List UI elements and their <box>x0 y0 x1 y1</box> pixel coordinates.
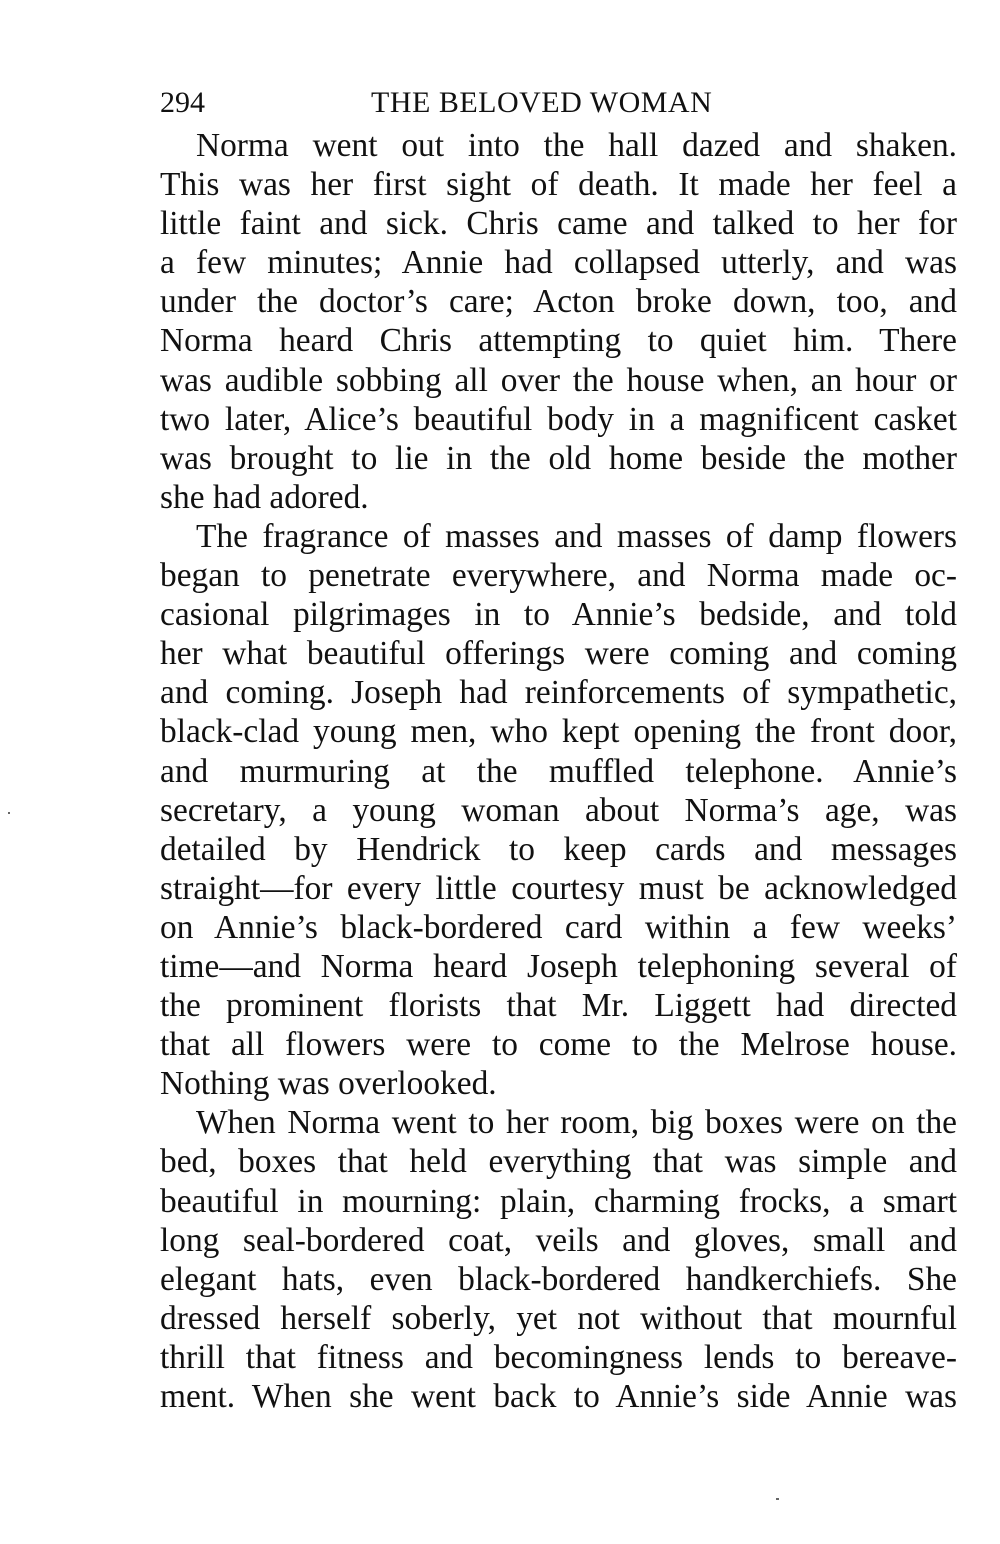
text-line: her what beautiful offerings were coming and coming <box>160 635 957 673</box>
text-line: under the doctor’s care; Acton broke down, too, and <box>160 283 957 321</box>
text-line: on Annie’s black-bordered card within a few weeks’ <box>160 908 957 946</box>
text-line: thrill that fitness and becomingness lends to bereave- <box>160 1338 957 1376</box>
text-line: straight—for every little courtesy must be acknowledged <box>160 869 957 907</box>
text-line: a few minutes; Annie had collapsed utterly, and was <box>160 244 957 282</box>
text-line: secretary, a young woman about Norma’s age, was <box>160 791 957 829</box>
text-line: was audible sobbing all over the house when, an hour or <box>160 361 957 399</box>
text-line: Norma went out into the hall dazed and shaken. <box>196 127 957 164</box>
text-line: black-clad young men, who kept opening the front door, <box>160 713 957 751</box>
scan-speck <box>776 1498 779 1500</box>
text-line: dressed herself soberly, yet not without that mournful <box>160 1299 957 1337</box>
text-line: beautiful in mourning: plain, charming frocks, a smart <box>160 1182 957 1220</box>
text-line: she had adored. <box>160 478 369 516</box>
paragraph-1 <box>160 126 957 517</box>
text-line: and murmuring at the muffled telephone. Annie’s <box>160 752 957 790</box>
text-line: bed, boxes that held everything that was simple and <box>160 1143 957 1181</box>
text-line: Norma heard Chris attempting to quiet him. There <box>160 322 957 360</box>
text-line: detailed by Hendrick to keep cards and messages <box>160 830 957 868</box>
scan-speck <box>8 812 10 814</box>
text-line: Nothing was overlooked. <box>160 1065 497 1103</box>
text-line: little faint and sick. Chris came and talked to her for <box>160 205 957 243</box>
page-number: 294 <box>160 86 205 119</box>
paragraph-3 <box>160 1103 957 1416</box>
text-line: This was her first sight of death. It made her feel a <box>160 166 957 204</box>
text-line: two later, Alice’s beautiful body in a magnificent casket <box>160 400 957 438</box>
text-line: was brought to lie in the old home beside the mother <box>160 439 957 477</box>
book-page <box>160 80 957 1416</box>
text-line: that all flowers were to come to the Melrose house. <box>160 1026 957 1064</box>
text-line: ment. When she went back to Annie’s side Annie was <box>160 1378 957 1415</box>
text-line: long seal-bordered coat, veils and gloves, small and <box>160 1221 957 1259</box>
running-title: THE BELOVED WOMAN <box>371 86 713 119</box>
text-line: When Norma went to her room, big boxes were on the <box>196 1104 957 1142</box>
body-text <box>160 126 957 1416</box>
text-line: casional pilgrimages in to Annie’s bedside, and told <box>160 596 957 634</box>
text-line: and coming. Joseph had reinforcements of sympathetic, <box>160 674 957 712</box>
text-line: The fragrance of masses and masses of damp flowers <box>196 517 957 555</box>
page-header <box>160 80 957 126</box>
text-line: elegant hats, even black-bordered handkerchiefs. She <box>160 1260 957 1298</box>
paragraph-2 <box>160 517 957 1103</box>
text-line: the prominent florists that Mr. Liggett had directed <box>160 987 957 1025</box>
text-line: time—and Norma heard Joseph telephoning several of <box>160 947 957 985</box>
text-line: began to penetrate everywhere, and Norma made oc- <box>160 557 957 595</box>
